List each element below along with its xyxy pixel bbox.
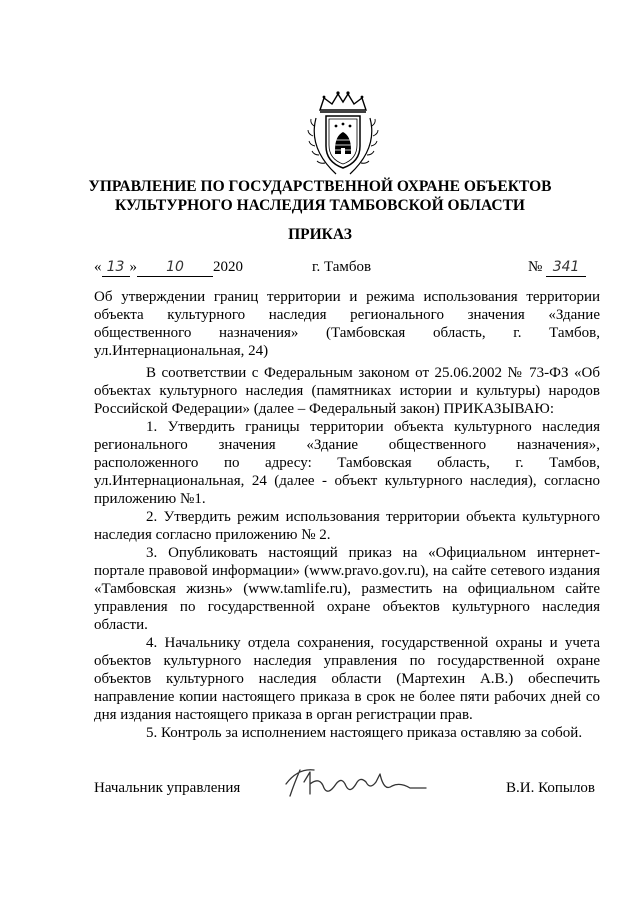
signatory-position: Начальник управления xyxy=(94,780,241,796)
paragraph-item-5: 5. Контроль за исполнением настоящего приказа оставляю за собой. xyxy=(146,725,583,741)
signatory-name: В.И. Копылов xyxy=(506,780,596,796)
date-year: 2020 xyxy=(213,259,243,275)
paragraph-preamble: В соответствии с Федеральным законом от 25.06.2002 № 73-ФЗ «Об объектах культурного наследия (памятниках истории и культуры) народов Российской Федерации» (далее – Федеральный закон) ПРИКАЗЫВАЮ: xyxy=(94,365,600,417)
organization-line-2: КУЛЬТУРНОГО НАСЛЕДИЯ ТАМБОВСКОЙ ОБЛАСТИ xyxy=(115,197,525,214)
order-date xyxy=(94,258,243,277)
date-month: 10 xyxy=(137,258,213,277)
organization-name xyxy=(60,177,580,215)
paragraph-item-1: 1. Утвердить границы территории объекта культурного наследия регионального значения «Здание общественного назначения», расположенного по адресу: Тамбовская область, г. Тамбов, ул.Интернациональная, 24 (далее - объект культурного наследия), согласно приложению №1. xyxy=(94,419,600,507)
order-number xyxy=(528,258,586,277)
paragraph-item-4: 4. Начальнику отдела сохранения, государственной охраны и учета объектов культурного наследия управления по государственной охране объектов культурного наследия области (Мартехин А.В.) обеспечить направление копии настоящего приказа в срок не более пяти рабочих дней со дня издания настоящего приказа в орган регистрации прав. xyxy=(94,635,600,723)
order-subject: Об утверждении границ территории и режима использования территории объекта культурного наследия регионального значения «Здание общественного назначения» (Тамбовская область, г. Тамбов, ул.Интернациональная, 24) xyxy=(94,289,600,359)
date-day: 13 xyxy=(102,258,130,277)
organization-line-1: УПРАВЛЕНИЕ ПО ГОСУДАРСТВЕННОЙ ОХРАНЕ ОБЪЕКТОВ xyxy=(88,178,552,195)
order-city: г. Тамбов xyxy=(312,259,372,275)
handwritten-signature xyxy=(280,762,430,802)
coat-of-arms-icon xyxy=(306,88,380,178)
number-value: 341 xyxy=(546,258,586,277)
document-title: ПРИКАЗ xyxy=(288,226,352,243)
number-prefix: № xyxy=(528,259,543,275)
date-close-quote: » xyxy=(129,259,137,275)
paragraph-item-2: 2. Утвердить режим использования территории объекта культурного наследия согласно приложению № 2. xyxy=(94,509,600,543)
date-open-quote: « xyxy=(94,259,102,275)
paragraph-item-3: 3. Опубликовать настоящий приказ на «Официальном интернет-портале правовой информации» (www.pravo.gov.ru), на сайте сетевого издания «Тамбовская жизнь» (www.tamlife.ru), разместить на официальном сайте управления по государственной охране объектов культурного наследия области. xyxy=(94,545,600,633)
order-body xyxy=(94,364,600,742)
